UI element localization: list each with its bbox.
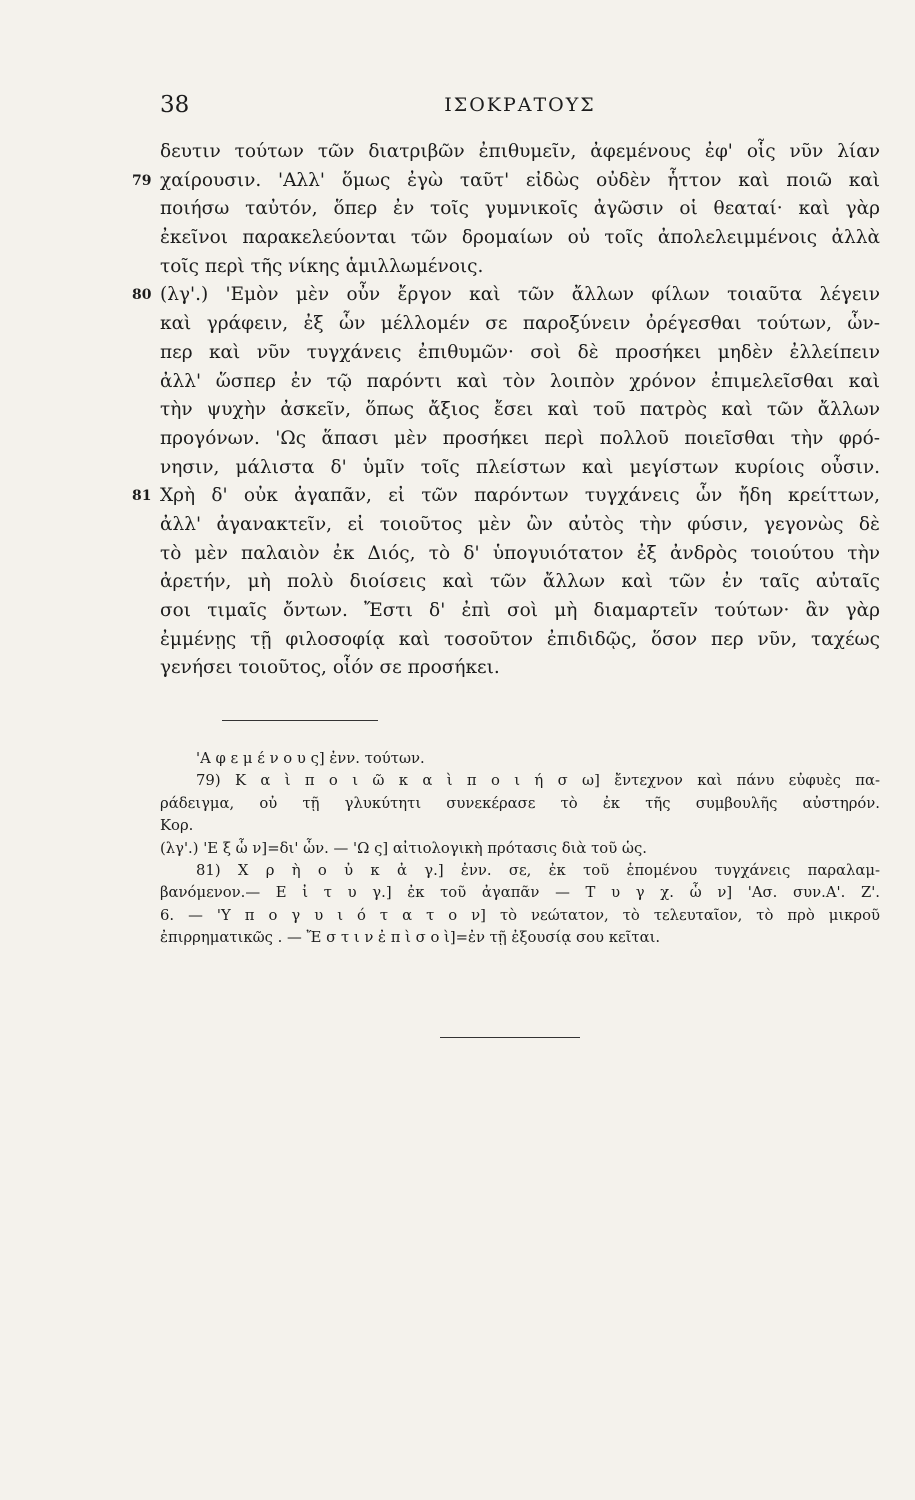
text-line-content: καὶ γράφειν, ἐξ ὧν μέλλομέν σε παροξύνειν ὀρέγεσθαι τούτων, ὧν- bbox=[160, 313, 880, 335]
footnote-line: 6. — 'Υ π ο γ υ ι ό τ α τ ο ν] τὸ νεώτατον, τὸ τελευταῖον, τὸ πρὸ μικροῦ bbox=[160, 906, 880, 924]
text-line bbox=[160, 396, 880, 425]
text-line-content: ποιήσω ταὐτόν, ὅπερ ἐν τοῖς γυμνικοῖς ἀγῶσιν οἱ θεαταί· καὶ γὰρ bbox=[160, 198, 880, 220]
text-line bbox=[160, 568, 880, 597]
text-line-content: τοῖς περὶ τῆς νίκης ἁμιλλωμένοις. bbox=[160, 255, 484, 277]
running-title: ΙΣΟΚΡΑΤΟΥΣ bbox=[444, 94, 596, 116]
footnote-line: 79) Κ α ὶ π ο ι ῶ κ α ὶ π ο ι ή σ ω] ἔντεχνον καὶ πάνυ εὐφυὲς πα- bbox=[196, 772, 880, 790]
text-line bbox=[160, 626, 880, 655]
text-line-content: περ καὶ νῦν τυγχάνεις ἐπιθυμῶν· σοὶ δὲ προσήκει μηδὲν ἐλλείπειν bbox=[160, 341, 880, 363]
text-line bbox=[160, 253, 880, 282]
text-line bbox=[160, 138, 880, 167]
section-number: 79 bbox=[132, 172, 152, 189]
text-line-content: προγόνων. 'Ως ἅπασι μὲν προσήκει περὶ πολλοῦ ποιεῖσθαι τὴν φρό- bbox=[160, 427, 880, 449]
text-line-content: τὴν ψυχὴν ἀσκεῖν, ὅπως ἄξιος ἔσει καὶ τοῦ πατρὸς καὶ τῶν ἄλλων bbox=[160, 399, 880, 421]
text-line bbox=[132, 281, 880, 310]
end-rule bbox=[440, 1037, 580, 1038]
text-line bbox=[132, 482, 880, 511]
footnotes bbox=[160, 748, 880, 950]
text-line bbox=[160, 454, 880, 483]
text-line-content: Χρὴ δ' οὐκ ἀγαπᾶν, εἰ τῶν παρόντων τυγχάνεις ὧν ἤδη κρείττων, bbox=[160, 485, 880, 507]
page-number: 38 bbox=[160, 92, 190, 118]
text-line bbox=[160, 224, 880, 253]
text-line-content: ἀλλ' ὥσπερ ἐν τῷ παρόντι καὶ τὸν λοιπὸν χρόνον ἐπιμελεῖσθαι καὶ bbox=[160, 370, 880, 392]
text-line-content: (λγ'.) 'Εμὸν μὲν οὖν ἔργον καὶ τῶν ἄλλων φίλων τοιαῦτα λέγειν bbox=[160, 284, 880, 306]
text-line bbox=[160, 425, 880, 454]
text-line-content: σοι τιμαῖς ὄντων. Ἔστι δ' ἐπὶ σοὶ μὴ διαμαρτεῖν τούτων· ἂν γὰρ bbox=[160, 600, 880, 621]
footnote-separator bbox=[222, 720, 378, 721]
footnote-line: 'Α φ ε μ έ ν ο υ ς] ἐνν. τούτων. bbox=[196, 750, 425, 767]
text-line-content: ἀλλ' ἀγανακτεῖν, εἰ τοιοῦτος μὲν ὢν αὐτὸς τὴν φύσιν, γεγονὼς δὲ bbox=[160, 513, 880, 535]
text-line-content: νησιν, μάλιστα δ' ὑμῖν τοῖς πλείστων καὶ μεγίστων κυρίοις οὖσιν. bbox=[160, 456, 880, 478]
text-line bbox=[160, 195, 880, 224]
text-line bbox=[160, 597, 880, 626]
text-line bbox=[132, 167, 880, 196]
footnote-line: (λγ'.) 'Ε ξ ὧ ν]=δι' ὧν. — 'Ω ς] αἰτιολογικὴ πρότασις διὰ τοῦ ὡς. bbox=[160, 839, 647, 857]
text-line-content: ἐκεῖνοι παρακελεύονται τῶν δρομαίων οὐ τοῖς ἀπολελειμμένοις ἀλλὰ bbox=[160, 227, 880, 249]
text-line bbox=[160, 654, 880, 683]
section-number: 80 bbox=[132, 287, 152, 304]
text-line-content: δευτιν τούτων τῶν διατριβῶν ἐπιθυμεῖν, ἀφεμένους ἐφ' οἷς νῦν λίαν bbox=[160, 141, 880, 162]
text-line bbox=[160, 368, 880, 397]
footnote-line: βανόμενον.— Ε ἰ τ υ γ.] ἐκ τοῦ ἀγαπᾶν — Τ υ γ χ. ὧ ν] 'Ασ. συν.Α'. Ζ'. bbox=[160, 884, 880, 902]
footnote-line: ἐπιρρηματικῶς . — Ἔ σ τ ι ν ἐ π ὶ σ ο ὶ]=ἐν τῇ ἐξουσίᾳ σου κεῖται. bbox=[160, 929, 661, 947]
text-line bbox=[160, 540, 880, 569]
text-line-content: ἀρετήν, μὴ πολὺ διοίσεις καὶ τῶν ἄλλων καὶ τῶν ἐν ταῖς αὐταῖς bbox=[160, 571, 880, 593]
text-line bbox=[160, 339, 880, 368]
text-line-content: τὸ μὲν παλαιὸν ἐκ Διός, τὸ δ' ὑπογυιότατον ἐξ ἀνδρὸς τοιούτου τὴν bbox=[160, 542, 880, 564]
text-line bbox=[160, 511, 880, 540]
text-line-content: γενήσει τοιοῦτος, οἷόν σε προσήκει. bbox=[160, 657, 500, 679]
text-line bbox=[160, 310, 880, 339]
footnote-line: Κορ. bbox=[160, 817, 194, 835]
main-text bbox=[132, 138, 880, 683]
text-line-content: χαίρουσιν. 'Αλλ' ὅμως ἐγὼ ταῦτ' εἰδὼς οὐδὲν ἧττον καὶ ποιῶ καὶ bbox=[160, 169, 880, 191]
footnote-line: ράδειγμα, οὐ τῇ γλυκύτητι συνεκέρασε τὸ ἐκ τῆς συμβουλῆς αὐστηρόν. bbox=[160, 794, 880, 812]
page-header bbox=[160, 92, 880, 122]
footnote-line: 81) Χ ρ ὴ ο ὐ κ ἀ γ.] ἐνν. σε, ἐκ τοῦ ἑπομένου τυγχάνεις παραλαμ- bbox=[196, 861, 880, 879]
section-number: 81 bbox=[132, 488, 152, 505]
text-line-content: ἐμμένῃς τῇ φιλοσοφίᾳ καὶ τοσοῦτον ἐπιδιδῷς, ὅσον περ νῦν, ταχέως bbox=[160, 628, 880, 650]
